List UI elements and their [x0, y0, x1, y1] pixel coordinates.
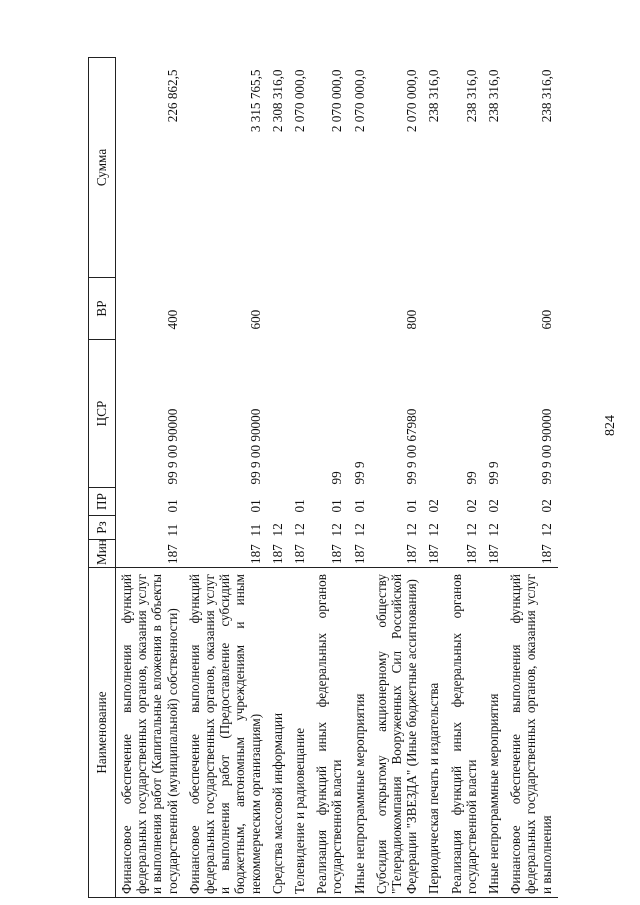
cell-pr: 01 [292, 499, 308, 513]
cell-pr: 01 [329, 499, 345, 513]
cell-pr: 01 [404, 499, 420, 513]
cell-vr: 600 [247, 309, 263, 330]
table-row [116, 58, 184, 898]
cell-sum: 238 316,0 [426, 69, 442, 123]
cell-name: Телевидение и радиовещание [289, 568, 311, 898]
cell-min: 187 [269, 544, 285, 564]
cell-min: 187 [486, 544, 502, 564]
cell-vr: 800 [404, 309, 420, 330]
cell-min: 187 [329, 544, 345, 564]
cell-sum: 2 070 000,0 [292, 69, 308, 133]
table-row [311, 58, 348, 898]
cell-vr [267, 278, 289, 340]
cell-name: Финансовое обеспечение выполнения функций федеральных государственных органов, оказания услуг и выполнения [505, 568, 558, 898]
cell-min: 187 [538, 544, 554, 564]
cell-rz: 12 [404, 523, 420, 537]
rotated-page-content [88, 58, 618, 898]
cell-pr: 02 [463, 499, 479, 513]
cell-vr [311, 278, 348, 340]
cell-name: Реализация функций иных федеральных органов государственной власти [311, 568, 348, 898]
cell-sum: 226 862,5 [164, 69, 180, 123]
cell-name: Иные непрограммные мероприятия [349, 568, 371, 898]
cell-sum: 3 315 765,5 [247, 69, 263, 133]
table-row [446, 58, 483, 898]
cell-csr: 99 [463, 471, 479, 485]
cell-name: Средства массовой информации [267, 568, 289, 898]
cell-sum: 2 308 316,0 [269, 69, 285, 133]
cell-csr [423, 340, 445, 488]
cell-rz: 12 [426, 523, 442, 537]
cell-rz: 11 [164, 523, 180, 537]
cell-pr: 01 [247, 499, 263, 513]
cell-name: Финансовое обеспечение выполнения функций федеральных государственных органов, оказания услуг и выполнения работ (Капитальные вложения в объекты государственной (муниципальной) собственности) [116, 568, 184, 898]
cell-csr: 99 9 00 90000 [538, 408, 554, 485]
cell-name: Реализация функций иных федеральных органов государственной власти [446, 568, 483, 898]
table-body [116, 58, 558, 898]
table-row [505, 58, 558, 898]
cell-min: 187 [463, 544, 479, 564]
header-csr: ЦСР [89, 340, 116, 488]
cell-csr: 99 9 [486, 461, 502, 485]
cell-pr [267, 488, 289, 516]
cell-rz: 12 [463, 523, 479, 537]
header-name: Наименование [89, 568, 116, 898]
table-row [423, 58, 445, 898]
cell-rz: 12 [292, 523, 308, 537]
cell-min: 187 [247, 544, 263, 564]
cell-min: 187 [292, 544, 308, 564]
budget-table [88, 57, 558, 898]
cell-csr [267, 340, 289, 488]
table-row [371, 58, 424, 898]
cell-sum: 238 316,0 [538, 69, 554, 123]
table-header [89, 58, 116, 898]
cell-csr: 99 9 00 90000 [164, 408, 180, 485]
cell-min: 187 [164, 544, 180, 564]
header-min: Мин [89, 540, 116, 568]
cell-pr: 02 [426, 499, 442, 513]
cell-name: Иные непрограммные мероприятия [483, 568, 505, 898]
header-pr: ПР [89, 488, 116, 516]
cell-vr [446, 278, 483, 340]
cell-sum: 2 070 000,0 [329, 69, 345, 133]
cell-min: 187 [351, 544, 367, 564]
cell-name: Финансовое обеспечение выполнения функций федеральных государственных органов, оказания услуг и выполнения работ (Предоставление субсидий бюджетным, автономным учреждениям и иным некоммерческим организациям) [184, 568, 267, 898]
cell-rz: 12 [538, 523, 554, 537]
header-sum: Сумма [89, 58, 116, 278]
cell-pr: 02 [538, 499, 554, 513]
cell-sum: 2 070 000,0 [404, 69, 420, 133]
cell-vr [483, 278, 505, 340]
header-vr: ВР [89, 278, 116, 340]
cell-rz: 12 [329, 523, 345, 537]
cell-name: Субсидия открытому акционерному обществу "Телерадиокомпания Вооруженных Сил Российской Федерации "ЗВЕЗДА" (Иные бюджетные ассигнования) [371, 568, 424, 898]
cell-csr: 99 [329, 471, 345, 485]
cell-min: 187 [404, 544, 420, 564]
cell-csr: 99 9 [351, 461, 367, 485]
cell-sum: 238 316,0 [486, 69, 502, 123]
cell-csr: 99 9 00 67980 [404, 408, 420, 485]
cell-rz: 12 [351, 523, 367, 537]
cell-csr: 99 9 00 90000 [247, 408, 263, 485]
cell-rz: 12 [486, 523, 502, 537]
cell-pr: 01 [351, 499, 367, 513]
cell-rz: 12 [269, 523, 285, 537]
cell-pr: 02 [486, 499, 502, 513]
cell-vr [289, 278, 311, 340]
cell-pr: 01 [164, 499, 180, 513]
cell-name: Периодическая печать и издательства [423, 568, 445, 898]
header-rz: Рз [89, 516, 116, 540]
cell-vr [423, 278, 445, 340]
cell-sum: 238 316,0 [463, 69, 479, 123]
cell-vr: 400 [164, 309, 180, 330]
table-row [289, 58, 311, 898]
table-row [483, 58, 505, 898]
cell-vr: 600 [538, 309, 554, 330]
table-row [184, 58, 267, 898]
page-number: 824 [603, 415, 618, 436]
table-row [349, 58, 371, 898]
cell-sum: 2 070 000,0 [351, 69, 367, 133]
cell-vr [349, 278, 371, 340]
table-row [267, 58, 289, 898]
cell-min: 187 [426, 544, 442, 564]
cell-csr [289, 340, 311, 488]
cell-rz: 11 [247, 523, 263, 537]
